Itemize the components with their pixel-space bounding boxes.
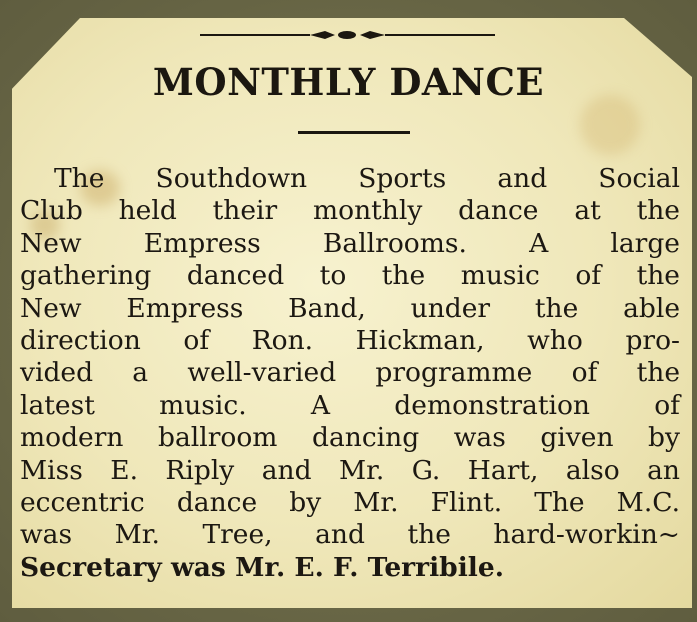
paper-stain xyxy=(580,95,640,155)
article-line: direction of Ron. Hickman, who pro- xyxy=(20,324,680,356)
article-line: Miss E. Riply and Mr. G. Hart, also an xyxy=(20,454,680,486)
article-line: New Empress Band, under the able xyxy=(20,292,680,324)
article-line: Club held their monthly dance at the xyxy=(20,195,680,227)
article-body xyxy=(20,163,680,584)
article-line: The Southdown Sports and Social xyxy=(54,163,680,194)
article-line: Secretary was Mr. E. F. Terribile. xyxy=(20,551,504,583)
title-underline-rule xyxy=(298,131,410,134)
article-line: latest music. A demonstration of xyxy=(20,389,680,421)
article-line: modern ballroom dancing was given by xyxy=(20,422,680,454)
article-title: MONTHLY DANCE xyxy=(152,60,545,104)
article-line: vided a well-varied programme of the xyxy=(20,357,680,389)
article-line: was Mr. Tree, and the hard-workin~ xyxy=(20,519,680,551)
article-line: eccentric dance by Mr. Flint. The M.C. xyxy=(20,486,680,518)
article-line: gathering danced to the music of the xyxy=(20,260,680,292)
decorative-ornament-rule xyxy=(200,30,495,40)
article-line: New Empress Ballrooms. A large xyxy=(20,227,680,259)
